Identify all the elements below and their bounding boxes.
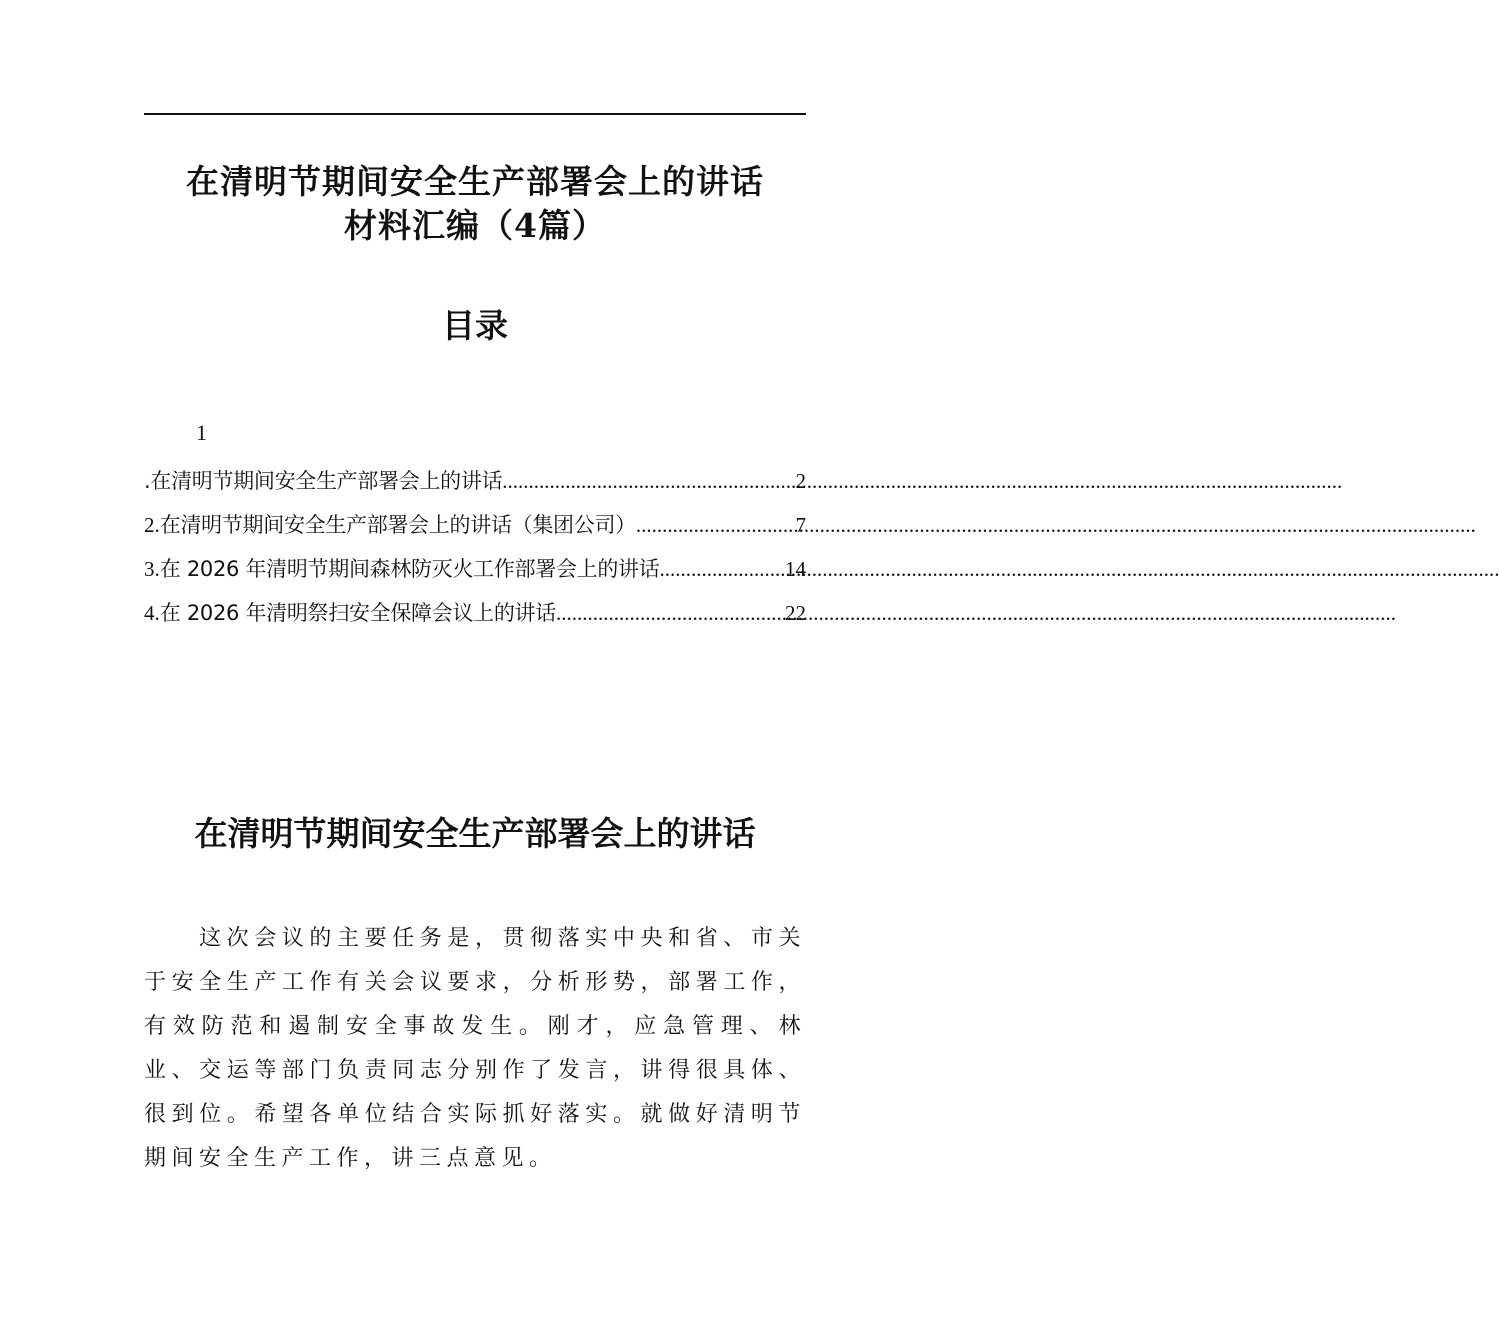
section-title: 在清明节期间安全生产部署会上的讲话 <box>194 814 756 853</box>
document-title <box>144 160 806 248</box>
toc-item-page: 2 <box>795 469 806 493</box>
toc-item-1[interactable] <box>144 459 806 503</box>
toc-item-page: 14 <box>785 557 806 581</box>
toc-leader-dots <box>556 591 785 635</box>
toc-item-2[interactable] <box>144 503 806 547</box>
table-of-contents <box>144 459 806 635</box>
document-title-line-1: 在清明节期间安全生产部署会上的讲话 <box>186 162 764 201</box>
toc-item-number: 4. <box>144 601 160 625</box>
toc-item-number: 3. <box>144 557 160 581</box>
toc-leader-dots <box>502 459 795 503</box>
toc-item-page: 7 <box>795 513 806 537</box>
toc-item-text: .在清明节期间安全生产部署会上的讲话 <box>144 469 503 493</box>
toc-leader-dots <box>636 503 796 547</box>
toc-item-4[interactable] <box>144 591 806 635</box>
toc-item-text: 在 2026 年清明祭扫安全保障会议上的讲话 <box>159 601 556 625</box>
body-paragraph: 这次会议的主要任务是，贯彻落实中央和省、市关于安全生产工作有关会议要求，分析形势，部署工作，有效防范和遏制安全事故发生。刚才，应急管理、林业、交运等部门负责同志分别作了发言，讲得很具体、很到位。希望各单位结合实际抓好落实。就做好清明节期间安全生产工作，讲三点意见。 <box>144 926 806 1171</box>
toc-item-text: 在清明节期间安全生产部署会上的讲话（集团公司） <box>159 513 636 537</box>
toc-item-text: 在 2026 年清明节期间森林防灭火工作部署会上的讲话 <box>159 557 660 581</box>
toc-heading: 目录 <box>442 306 508 345</box>
toc-stray-number: 1 <box>196 420 207 445</box>
header-divider <box>144 113 806 115</box>
toc-item-page: 22 <box>785 601 806 625</box>
document-title-line-2: 材料汇编（4篇） <box>344 206 606 245</box>
toc-item-3[interactable] <box>144 547 806 591</box>
toc-item-number: 2. <box>144 513 160 537</box>
toc-leader-dots <box>659 547 785 591</box>
